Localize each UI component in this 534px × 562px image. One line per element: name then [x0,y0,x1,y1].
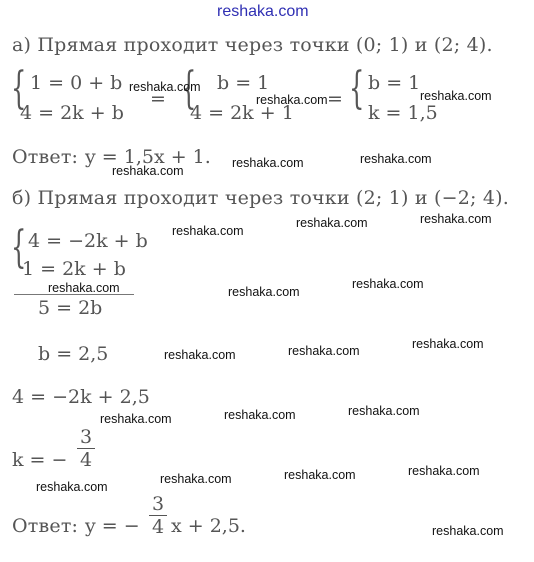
fraction-denominator: 4 [151,516,165,538]
site-watermark: reshaka.com [432,524,504,538]
system-brace: { [349,63,365,114]
system-line: 4 = 2k + b [20,102,124,124]
site-watermark: reshaka.com [284,468,356,482]
answer-label: Ответ: [12,146,79,168]
answer-lhs: y = − [85,515,140,537]
fraction-denominator: 4 [79,449,93,471]
site-watermark: reshaka.com [360,152,432,166]
equivalence-sign: = [150,88,166,110]
k-lhs: k = − [12,449,68,471]
site-watermark: reshaka.com [224,408,296,422]
substitution-equation: 4 = −2k + 2,5 [12,386,150,408]
k-fraction [77,426,95,471]
answer-fraction [149,493,167,538]
site-watermark: reshaka.com [112,164,184,178]
site-watermark: reshaka.com [412,337,484,351]
system-line: 4 = −2k + b [28,230,148,252]
system-brace: { [181,63,197,114]
site-watermark: reshaka.com [288,344,360,358]
answer-rhs: x + 2,5. [171,515,246,537]
site-watermark: reshaka.com [296,216,368,230]
system-brace: { [11,63,27,114]
site-watermark: reshaka.com [348,404,420,418]
answer-expression: y = 1,5x + 1. [85,146,211,168]
answer-label: Ответ: [12,515,79,537]
equivalence-sign: = [327,88,343,110]
site-watermark: reshaka.com [420,89,492,103]
site-watermark: reshaka.com [232,156,304,170]
site-watermark: reshaka.com [228,285,300,299]
part-b-heading: б) Прямая проходит через точки (2; 1) и (−2; 4). [12,187,509,209]
b-value: b = 2,5 [38,343,109,365]
site-watermark: reshaka.com [100,412,172,426]
system-line: 1 = 0 + b [30,72,123,94]
site-watermark: reshaka.com [164,348,236,362]
system-line: k = 1,5 [368,102,438,124]
system-line: 1 = 2k + b [22,258,126,280]
part-a-heading: а) Прямая проходит через точки (0; 1) и (2; 4). [12,34,493,56]
site-watermark: reshaka.com [172,224,244,238]
site-watermark: reshaka.com [48,281,120,295]
site-watermark: reshaka.com [129,80,201,94]
system-brace: { [11,222,27,273]
site-watermark: reshaka.com [256,93,328,107]
system-line: b = 1 [217,72,270,94]
system-line: 4 = 2k + 1 [190,102,294,124]
system-line: b = 1 [368,72,421,94]
site-watermark: reshaka.com [408,464,480,478]
site-watermark-top: reshaka.com [217,3,309,20]
sum-equation: 5 = 2b [38,297,103,319]
site-watermark: reshaka.com [420,212,492,226]
fraction-numerator: 3 [79,426,93,448]
site-watermark: reshaka.com [352,277,424,291]
site-watermark: reshaka.com [36,480,108,494]
site-watermark: reshaka.com [160,472,232,486]
fraction-numerator: 3 [151,493,165,515]
